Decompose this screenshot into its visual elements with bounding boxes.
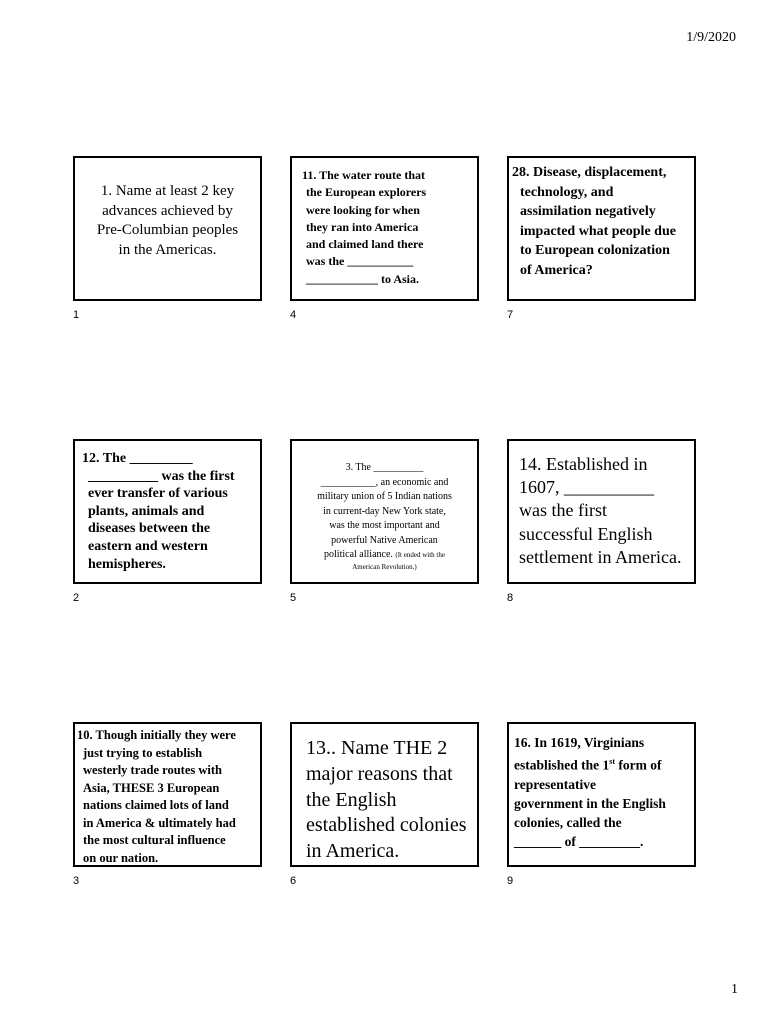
slide-text-line: ever transfer of various bbox=[88, 486, 228, 502]
slide-text-line: diseases between the bbox=[88, 521, 211, 537]
slide-thumbnail-9 bbox=[507, 722, 696, 867]
slide-thumbnail-7 bbox=[507, 156, 696, 301]
slide-text-line: to European colonization bbox=[520, 243, 670, 258]
slide-text-line: on our nation. bbox=[83, 850, 159, 865]
slide-number: 7 bbox=[507, 309, 514, 321]
slide-text-line bbox=[514, 752, 694, 775]
slide-text-line: representative bbox=[514, 776, 596, 792]
slide-text-line: the English bbox=[306, 788, 397, 811]
slide-text-line: assimilation negatively bbox=[520, 204, 656, 219]
slide-text-fragment: political alliance. bbox=[324, 549, 393, 560]
slide-text-line: in America & ultimately had bbox=[83, 815, 236, 830]
slide-text-line: military union of 5 Indian nations bbox=[317, 491, 452, 502]
slide-text-line: 3. The __________ bbox=[345, 462, 424, 473]
slide-thumbnail-1 bbox=[73, 156, 262, 301]
slide-text-line: hemispheres. bbox=[88, 556, 166, 572]
slide-text-line: major reasons that bbox=[306, 762, 453, 785]
slide-number: 9 bbox=[507, 875, 514, 887]
slide-text-line: just trying to establish bbox=[83, 745, 203, 760]
slide-number: 4 bbox=[290, 309, 297, 321]
slide-text-line: eastern and western bbox=[88, 538, 208, 554]
slide-text-line: and claimed land there bbox=[306, 237, 424, 252]
slide-text-line: in current-day New York state, bbox=[323, 505, 446, 517]
slide-text-fragment: established the 1 bbox=[514, 757, 610, 773]
slide-text-line: settlement in America. bbox=[519, 546, 682, 567]
slide-text-line: ____________ to Asia. bbox=[306, 271, 420, 286]
slide-text-line: was the most important and bbox=[329, 520, 440, 531]
slide-text-line: impacted what people due bbox=[520, 223, 676, 239]
slide-text-line bbox=[292, 548, 477, 563]
slide-number: 8 bbox=[507, 592, 514, 604]
slide-text-line: established colonies bbox=[306, 814, 467, 837]
slide-text-line: government in the English bbox=[514, 795, 666, 811]
slide-note-text: American Revolution.) bbox=[352, 562, 417, 571]
date-stamp: 1/9/2020 bbox=[686, 30, 736, 45]
slide-text-line: 16. In 1619, Virginians bbox=[514, 735, 645, 750]
slide-text-line: the most cultural influence bbox=[83, 833, 226, 847]
slide-number: 6 bbox=[290, 875, 297, 887]
slide-text-line: in the Americas. bbox=[118, 241, 217, 258]
slide-text-line: colonies, called the bbox=[514, 814, 622, 830]
slide-text-line: successful English bbox=[519, 523, 653, 544]
slide-text-line: westerly trade routes with bbox=[83, 763, 222, 777]
slide-text-line: 1607, __________ bbox=[519, 477, 654, 498]
slide-text-line: was the first bbox=[519, 500, 607, 521]
slide-text-line: technology, and bbox=[520, 184, 614, 200]
slide-text-line: 10. Though initially they were bbox=[77, 728, 236, 742]
slide-text-line: nations claimed lots of land bbox=[83, 798, 229, 812]
page-number: 1 bbox=[731, 982, 738, 997]
slide-text-line: 14. Established in bbox=[519, 454, 648, 474]
slide-text-line: was the ___________ bbox=[306, 254, 414, 269]
slide-text-line: plants, animals and bbox=[88, 503, 205, 519]
slide-text-line: they ran into America bbox=[306, 219, 419, 234]
slide-text-line: powerful Native American bbox=[331, 534, 438, 546]
slide-text-line: the European explorers bbox=[306, 185, 427, 200]
slide-thumbnail-2 bbox=[73, 439, 262, 584]
slide-text-line: ___________, an economic and bbox=[320, 476, 449, 488]
slide-thumbnail-3 bbox=[73, 722, 262, 867]
slide-number: 3 bbox=[73, 875, 80, 887]
slide-text-fragment: form of bbox=[615, 757, 662, 773]
slide-number: 2 bbox=[73, 592, 80, 604]
slide-thumbnail-6 bbox=[290, 722, 479, 867]
slide-thumbnail-8 bbox=[507, 439, 696, 584]
slide-text-line: advances achieved by bbox=[102, 202, 233, 219]
slide-text-line: __________ was the first bbox=[88, 468, 235, 484]
slide-text-line: Asia, THESE 3 European bbox=[83, 780, 220, 795]
slide-text-line: 1. Name at least 2 key bbox=[100, 183, 235, 199]
slide-number: 1 bbox=[73, 309, 80, 321]
slide-text-line: _______ of _________. bbox=[514, 833, 644, 849]
slide-text-line: Pre-Columbian peoples bbox=[96, 222, 239, 238]
slide-text-line: 13.. Name THE 2 bbox=[306, 737, 448, 759]
slide-text-line: of America? bbox=[520, 262, 593, 278]
ordinal-suffix: st bbox=[609, 757, 616, 766]
slide-note-text: (It ended with the bbox=[395, 551, 445, 559]
slide-text-line: 12. The _________ bbox=[82, 451, 193, 466]
slide-thumbnail-4 bbox=[290, 156, 479, 301]
slide-thumbnail-5 bbox=[290, 439, 479, 584]
slide-text-line: in America. bbox=[306, 840, 400, 863]
slide-text-line: 28. Disease, displacement, bbox=[512, 165, 667, 180]
slide-text-line: were looking for when bbox=[306, 202, 420, 217]
slide-text-line: 11. The water route that bbox=[302, 168, 425, 182]
slide-number: 5 bbox=[290, 592, 297, 604]
